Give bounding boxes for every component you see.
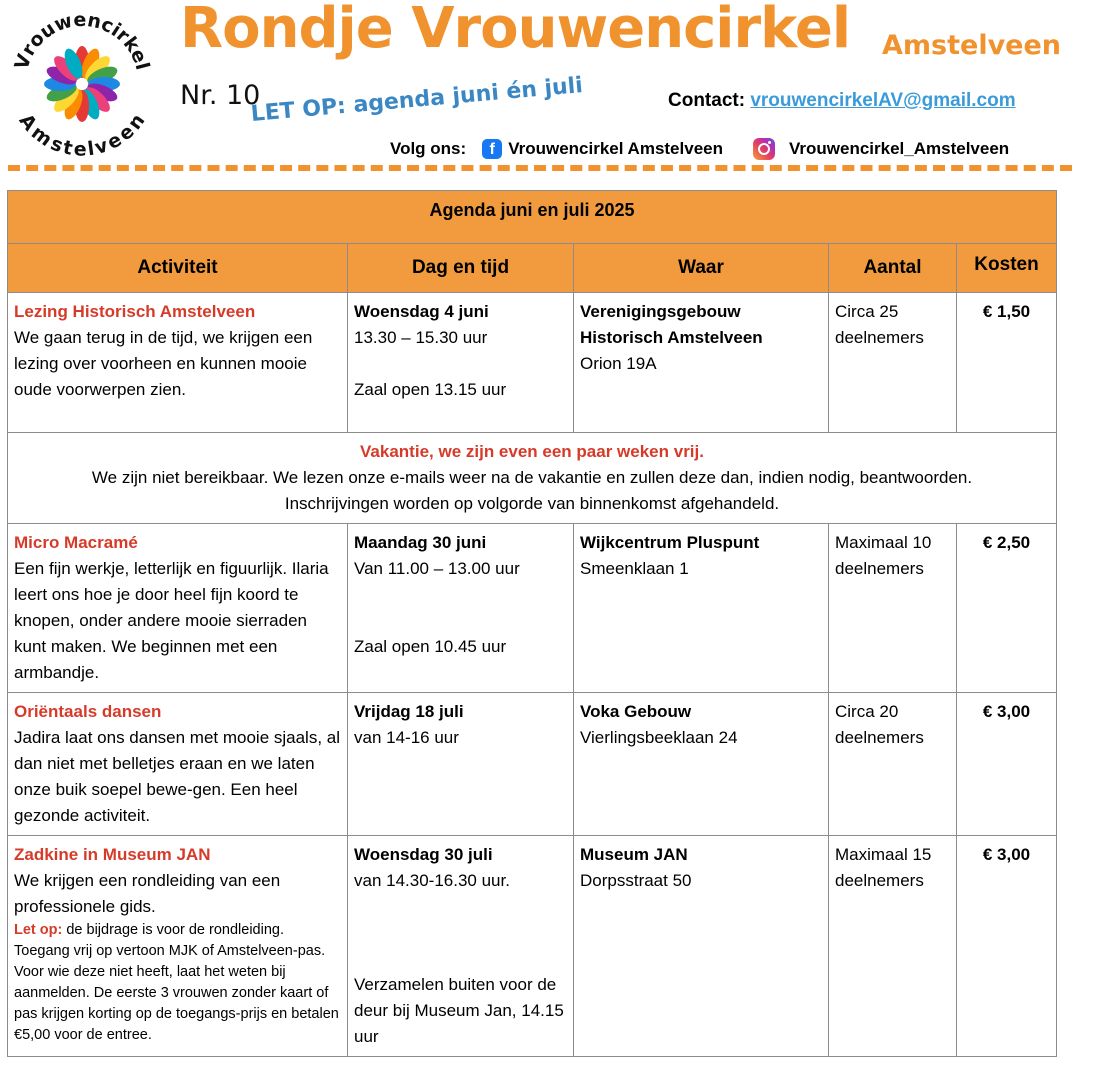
- activity-address: Smeenklaan 1: [580, 559, 689, 578]
- facebook-icon[interactable]: f: [482, 139, 502, 159]
- column-header-aantal: Aantal: [829, 244, 957, 293]
- header-divider: [8, 165, 1072, 171]
- instagram-link[interactable]: Vrouwencirkel_Amstelveen: [789, 139, 1010, 158]
- activity-extra: Zaal open 13.15 uur: [354, 380, 507, 399]
- table-row: [8, 293, 1057, 433]
- contact-line: [668, 90, 1016, 112]
- table-row: [8, 836, 1057, 1057]
- activity-day: Maandag 30 juni: [354, 533, 487, 552]
- newsletter-city: Amstelveen: [882, 30, 1062, 61]
- newsletter-title: Rondje Vrouwencirkel: [180, 0, 851, 61]
- date-cell: [348, 524, 574, 693]
- activity-title: Lezing Historisch Amstelveen: [14, 302, 256, 321]
- activity-description: Jadira laat ons dansen met mooie sjaals, al dan niet met belletjes eraan en we laten onze buik soepel bewe-gen. Een heel gezonde activiteit.: [14, 728, 341, 825]
- notice-line-2: Inschrijvingen worden op volgorde van binnenkomst afgehandeld.: [284, 494, 780, 513]
- place-cell: [574, 293, 829, 433]
- count-cell: Circa 20 deelnemers: [829, 693, 957, 836]
- activity-day: Woensdag 4 juni: [354, 302, 489, 321]
- activity-time: Van 11.00 – 13.00 uur: [354, 559, 520, 578]
- activity-address: Dorpsstraat 50: [580, 871, 692, 890]
- agenda-caption: Agenda juni en juli 2025: [8, 191, 1057, 244]
- logo: [8, 8, 156, 156]
- place-cell: [574, 524, 829, 693]
- activity-description: Een fijn werkje, letterlijk en figuurlijk. Ilaria leert ons hoe je door heel fijn koord te knopen, onder andere mooie sierraden kunt maken. We beginnen met een armbandje.: [14, 559, 329, 682]
- price-cell: € 1,50: [957, 293, 1057, 433]
- activity-day: Vrijdag 18 juli: [354, 702, 464, 721]
- activity-day: Woensdag 30 juli: [354, 845, 493, 864]
- count-cell: Maximaal 15 deelnemers: [829, 836, 957, 1057]
- activity-title: Zadkine in Museum JAN: [14, 845, 211, 864]
- count-cell: Maximaal 10 deelnemers: [829, 524, 957, 693]
- column-header-dag-en-tijd: Dag en tijd: [348, 244, 574, 293]
- activity-cell: [8, 693, 348, 836]
- activity-description: We krijgen een rondleiding van een professionele gids.: [14, 871, 281, 916]
- logo-graphic: [8, 8, 156, 156]
- activity-time: van 14-16 uur: [354, 728, 459, 747]
- column-header-activiteit: Activiteit: [8, 244, 348, 293]
- activity-extra: Zaal open 10.45 uur: [354, 637, 507, 656]
- column-header-waar: Waar: [574, 244, 829, 293]
- place-cell: [574, 836, 829, 1057]
- activity-place: Wijkcentrum Pluspunt: [580, 533, 760, 552]
- price-cell: € 3,00: [957, 836, 1057, 1057]
- activity-place: Museum JAN: [580, 845, 688, 864]
- logo-text-top: Vrouwencirkel: [10, 8, 154, 73]
- agenda-table: [7, 190, 1057, 1057]
- let-op-banner: LET OP: agenda juni én juli: [249, 73, 584, 127]
- activity-address: Orion 19A: [580, 354, 657, 373]
- note-label: Let op:: [14, 922, 63, 938]
- notice-row: [8, 433, 1057, 524]
- notice-cell: [8, 433, 1057, 524]
- table-row: [8, 693, 1057, 836]
- activity-description: We gaan terug in de tijd, we krijgen een lezing over voorheen en kunnen mooie oude voorwerpen zien.: [14, 328, 313, 399]
- notice-title: Vakantie, we zijn even een paar weken vrij.: [360, 442, 704, 461]
- activity-cell: [8, 293, 348, 433]
- note-text: de bijdrage is voor de rondleiding. Toegang vrij op vertoon MJK of Amstelveen-pas. Voor wie deze niet heeft, laat het weten bij aanmelden. De eerste 3 vrouwen zonder kaart of pas krijgen korting op de toegangs-prijs en betalen €5,00 voor de entree.: [14, 922, 339, 1043]
- activity-place: Verenigingsgebouw Historisch Amstelveen: [580, 302, 763, 347]
- social-line: [390, 138, 1009, 160]
- table-row: [8, 524, 1057, 693]
- activity-note: [14, 920, 341, 1046]
- activity-title: Micro Macramé: [14, 533, 138, 552]
- notice-line-1: We zijn niet bereikbaar. We lezen onze e-mails weer na de vakantie en zullen deze dan, indien nodig, beantwoorden.: [91, 468, 973, 487]
- activity-extra: Verzamelen buiten voor de deur bij Museum Jan, 14.15 uur: [354, 975, 564, 1046]
- contact-label: Contact:: [668, 90, 746, 111]
- logo-text-bottom: Amstelveen: [14, 109, 150, 156]
- follow-label: Volg ons:: [390, 139, 467, 158]
- date-cell: [348, 693, 574, 836]
- activity-cell: [8, 524, 348, 693]
- date-cell: [348, 293, 574, 433]
- activity-title: Oriëntaals dansen: [14, 702, 162, 721]
- activity-time: van 14.30-16.30 uur.: [354, 871, 510, 890]
- activity-place: Voka Gebouw: [580, 702, 692, 721]
- price-cell: € 2,50: [957, 524, 1057, 693]
- place-cell: [574, 693, 829, 836]
- activity-cell: [8, 836, 348, 1057]
- facebook-link[interactable]: Vrouwencirkel Amstelveen: [508, 139, 723, 158]
- activity-time: 13.30 – 15.30 uur: [354, 328, 488, 347]
- instagram-icon[interactable]: [753, 138, 775, 160]
- column-header-kosten: Kosten: [957, 244, 1057, 293]
- price-cell: € 3,00: [957, 693, 1057, 836]
- activity-address: Vierlingsbeeklaan 24: [580, 728, 738, 747]
- issue-number: Nr. 10: [180, 80, 261, 111]
- date-cell: [348, 836, 574, 1057]
- count-cell: Circa 25 deelnemers: [829, 293, 957, 433]
- contact-email-link[interactable]: vrouwencirkelAV@gmail.com: [750, 90, 1016, 111]
